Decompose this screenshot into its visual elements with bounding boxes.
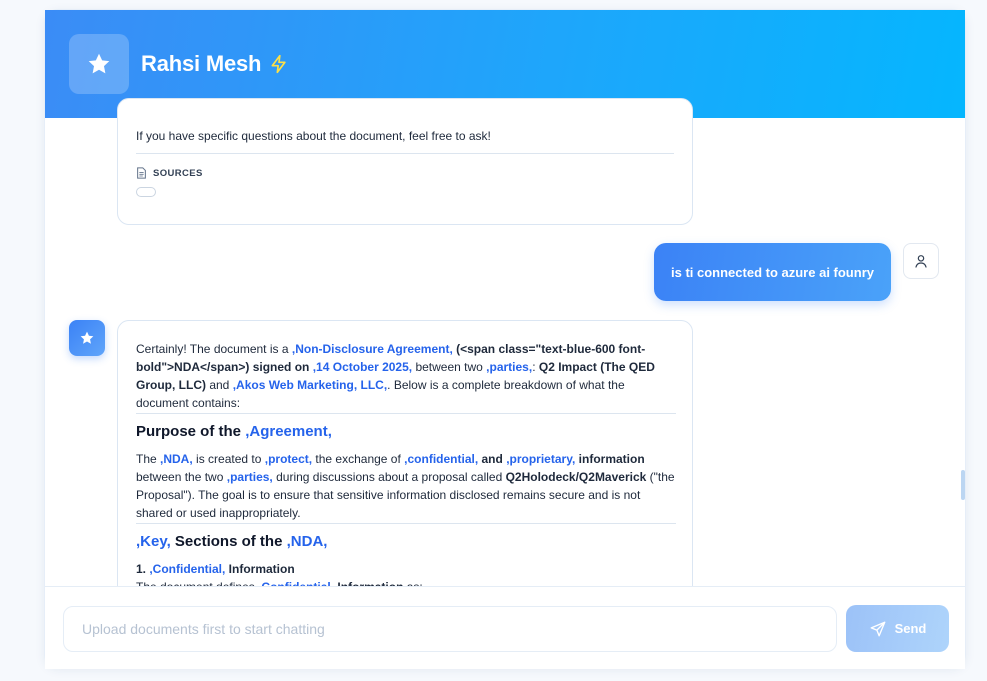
bot-avatar	[69, 320, 105, 356]
heading-text: Sections of the	[170, 533, 287, 550]
user-avatar	[903, 243, 939, 279]
text-span: (<span class="text-blue-600 font-bold">NDA</span>) signed on	[136, 342, 646, 374]
bot-message-body	[136, 340, 676, 596]
text-span: and	[205, 378, 233, 392]
chat-app-window	[44, 9, 966, 668]
highlight-term: ,Key,	[136, 533, 171, 550]
text-span: is created to	[192, 452, 265, 466]
text-span: the exchange of	[312, 452, 405, 466]
highlight-term: ,14 October 2025,	[312, 360, 413, 374]
section-heading	[136, 422, 676, 442]
divider	[136, 153, 674, 154]
highlight-term: ,NDA,	[160, 452, 193, 466]
text-span: between the two	[136, 470, 227, 484]
user-message-text: is ti connected to azure ai founry	[671, 264, 874, 280]
highlight-term: ,protect,	[264, 452, 313, 466]
composer	[45, 586, 965, 669]
bold-term: and	[478, 452, 507, 466]
bot-message-card	[117, 98, 693, 225]
send-button[interactable]	[846, 605, 949, 652]
logo	[69, 34, 129, 94]
bold-term: information	[575, 452, 645, 466]
highlight-term: ,parties,	[486, 360, 533, 374]
text-span: Certainly! The document is a	[136, 342, 292, 356]
highlight-term: ,confidential,	[404, 452, 479, 466]
text-span: Information	[225, 562, 295, 576]
bold-term: Q2Holodeck/Q2Maverick	[505, 470, 647, 484]
sources-header	[136, 167, 203, 179]
highlight-term: ,Agreement,	[245, 423, 332, 440]
star-icon	[86, 51, 112, 77]
section-heading	[136, 532, 676, 552]
bold-term: Q2 Impact (The QED Group, LLC)	[136, 360, 655, 392]
highlight-term: ,Akos Web Marketing, LLC,	[232, 378, 388, 392]
intro-paragraph	[136, 340, 676, 412]
scrollbar-thumb[interactable]	[961, 470, 965, 500]
user-message-bubble	[654, 243, 891, 301]
source-chip[interactable]	[136, 187, 156, 197]
message-input[interactable]	[63, 606, 837, 652]
divider	[136, 413, 676, 414]
highlight-term: ,Non-Disclosure Agreement,	[291, 342, 453, 356]
text-span: during discussions about a proposal called	[272, 470, 506, 484]
user-icon	[913, 253, 929, 269]
text-span: The	[136, 452, 161, 466]
send-icon	[869, 620, 887, 638]
purpose-paragraph	[136, 450, 676, 522]
highlight-term: ,proprietary,	[506, 452, 576, 466]
list-item-heading	[136, 560, 676, 578]
message-text: If you have specific questions about the document, feel free to ask!	[136, 129, 491, 143]
app-title: Rahsi Mesh	[141, 51, 262, 76]
bot-message-card	[117, 320, 693, 620]
star-icon	[79, 330, 95, 346]
text-span: between two	[412, 360, 487, 374]
document-icon	[136, 167, 147, 179]
text-span: ("the Proposal"). The goal is to ensure that sensitive information disclosed remains secure and is not shared or used inappropriately.	[136, 470, 675, 520]
lightning-icon	[269, 54, 289, 74]
highlight-term: ,NDA,	[286, 533, 328, 550]
sources-label: SOURCES	[153, 167, 203, 179]
heading-text: Purpose of the	[136, 423, 246, 440]
text-span: :	[532, 360, 539, 374]
highlight-term: ,parties,	[226, 470, 273, 484]
highlight-term: ,Confidential,	[149, 562, 226, 576]
divider	[136, 523, 676, 524]
message-list[interactable]	[45, 118, 965, 586]
text-span: . Below is a complete breakdown of what the document contains:	[136, 378, 625, 410]
text-span: 1.	[136, 562, 150, 576]
send-label: Send	[894, 621, 927, 636]
